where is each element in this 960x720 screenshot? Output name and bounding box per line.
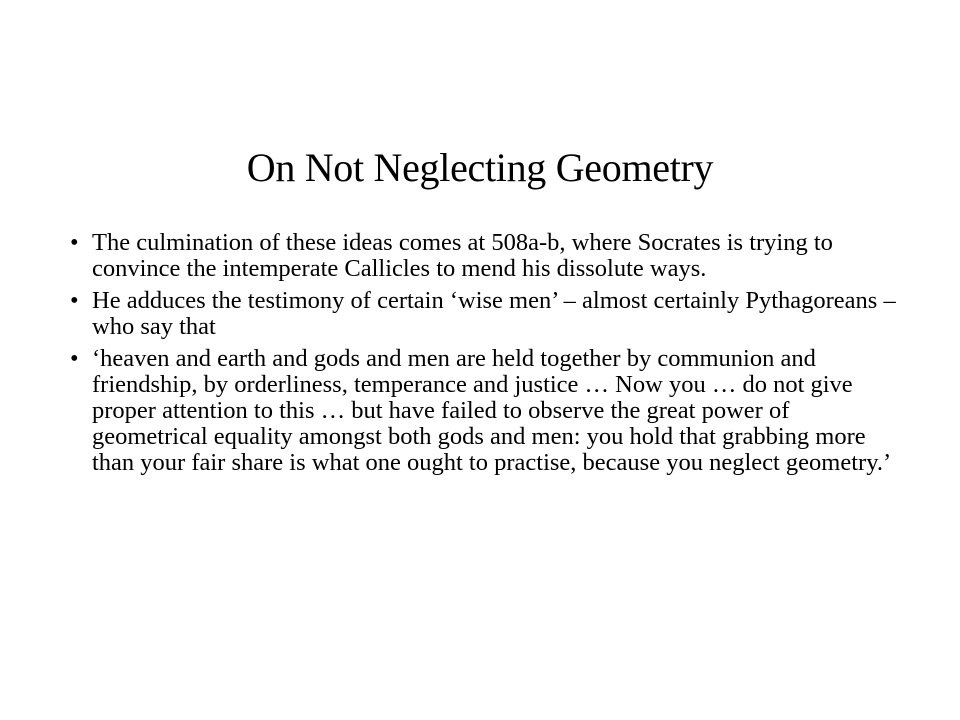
bullet-marker: • <box>70 229 79 256</box>
bullet-marker: • <box>70 345 79 372</box>
bullet-item <box>60 230 910 282</box>
bullet-text: The culmination of these ideas comes at 508a-b, where Socrates is trying to convince the intemperate Callicles to mend his dissolute ways. <box>92 229 833 282</box>
bullet-list <box>60 230 910 482</box>
bullet-marker: • <box>70 287 79 314</box>
bullet-item <box>60 288 910 340</box>
bullet-item <box>60 346 910 476</box>
slide-title: On Not Neglecting Geometry <box>246 145 714 190</box>
bullet-text: He adduces the testimony of certain ‘wise men’ – almost certainly Pythagoreans – who say that <box>92 287 896 340</box>
bullet-text: ‘heaven and earth and gods and men are held together by communion and friendship, by orderliness, temperance and justice … Now you … do not give proper attention to this … but have failed to observe the great power of geometrical equality amongst both gods and men: you hold that grabbing more than your fair share is what one ought to practise, because you neglect geometry.’ <box>92 345 892 476</box>
